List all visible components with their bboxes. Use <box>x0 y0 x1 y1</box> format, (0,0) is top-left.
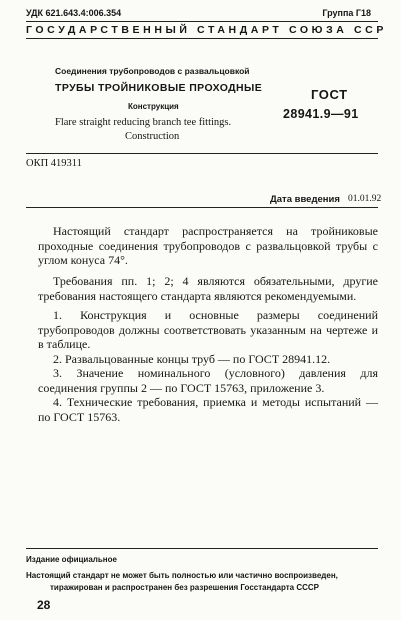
gost-number: 28941.9—91 <box>283 107 359 121</box>
requirements-paragraph <box>38 274 378 303</box>
intro-text: Настоящий стандарт распространяется на тройниковые проходные соединения трубопроводов с развальцовкой трубы с углом конуса 74°. <box>38 224 378 267</box>
copyright-notice-line2: тиражирован и распространен без разрешения Госстандарта СССР <box>50 583 319 592</box>
requirements-text: Требования пп. 1; 2; 4 являются обязательными, другие требования настоящего стандарта являются рекомендуемыми. <box>38 274 378 303</box>
document-subtitle: Соединения трубопроводов с развальцовкой <box>55 66 250 76</box>
title-rule <box>26 38 378 39</box>
copyright-notice-line1: Настоящий стандарт не может быть полностью или частично воспроизведен, <box>26 571 338 580</box>
effective-date-value: 01.01.92 <box>348 194 382 204</box>
okp-rule <box>26 153 378 154</box>
official-edition-label: Издание официальное <box>26 555 117 564</box>
top-rule <box>26 21 378 22</box>
footer-rule <box>26 548 378 549</box>
requirements-list <box>38 308 378 424</box>
document-main-title: ТРУБЫ ТРОЙНИКОВЫЕ ПРОХОДНЫЕ <box>55 82 263 94</box>
document-construction-label: Конструкция <box>128 102 179 111</box>
udk-code: УДК 621.643.4:006.354 <box>26 8 122 18</box>
okp-code: ОКП 419311 <box>26 158 82 169</box>
list-item: 2. Развальцованные концы труб — по ГОСТ 28941.12. <box>53 351 331 366</box>
group-code: Группа Г18 <box>322 8 371 18</box>
list-item: 3. Значение номинального (условного) давления для соединения группы 2 — по ГОСТ 15763, приложение 3. <box>38 366 378 395</box>
effective-date-label: Дата введения <box>270 194 340 205</box>
page-number: 28 <box>37 598 51 612</box>
list-item: 1. Конструкция и основные размеры соединений трубопроводов должны соответствовать указанным на чертеже и в таблице. <box>38 308 378 351</box>
date-rule <box>26 207 378 208</box>
standard-title: ГОСУДАРСТВЕННЫЙ СТАНДАРТ СОЮЗА ССР <box>26 24 387 36</box>
english-title-line2: Construction <box>125 131 180 142</box>
intro-paragraph <box>38 224 378 268</box>
english-title-line1: Flare straight reducing branch tee fittings. <box>55 117 232 128</box>
copyright-notice <box>26 570 378 594</box>
list-item: 4. Технические требования, приемка и методы испытаний — по ГОСТ 15763. <box>38 395 378 424</box>
gost-label: ГОСТ <box>311 87 348 102</box>
